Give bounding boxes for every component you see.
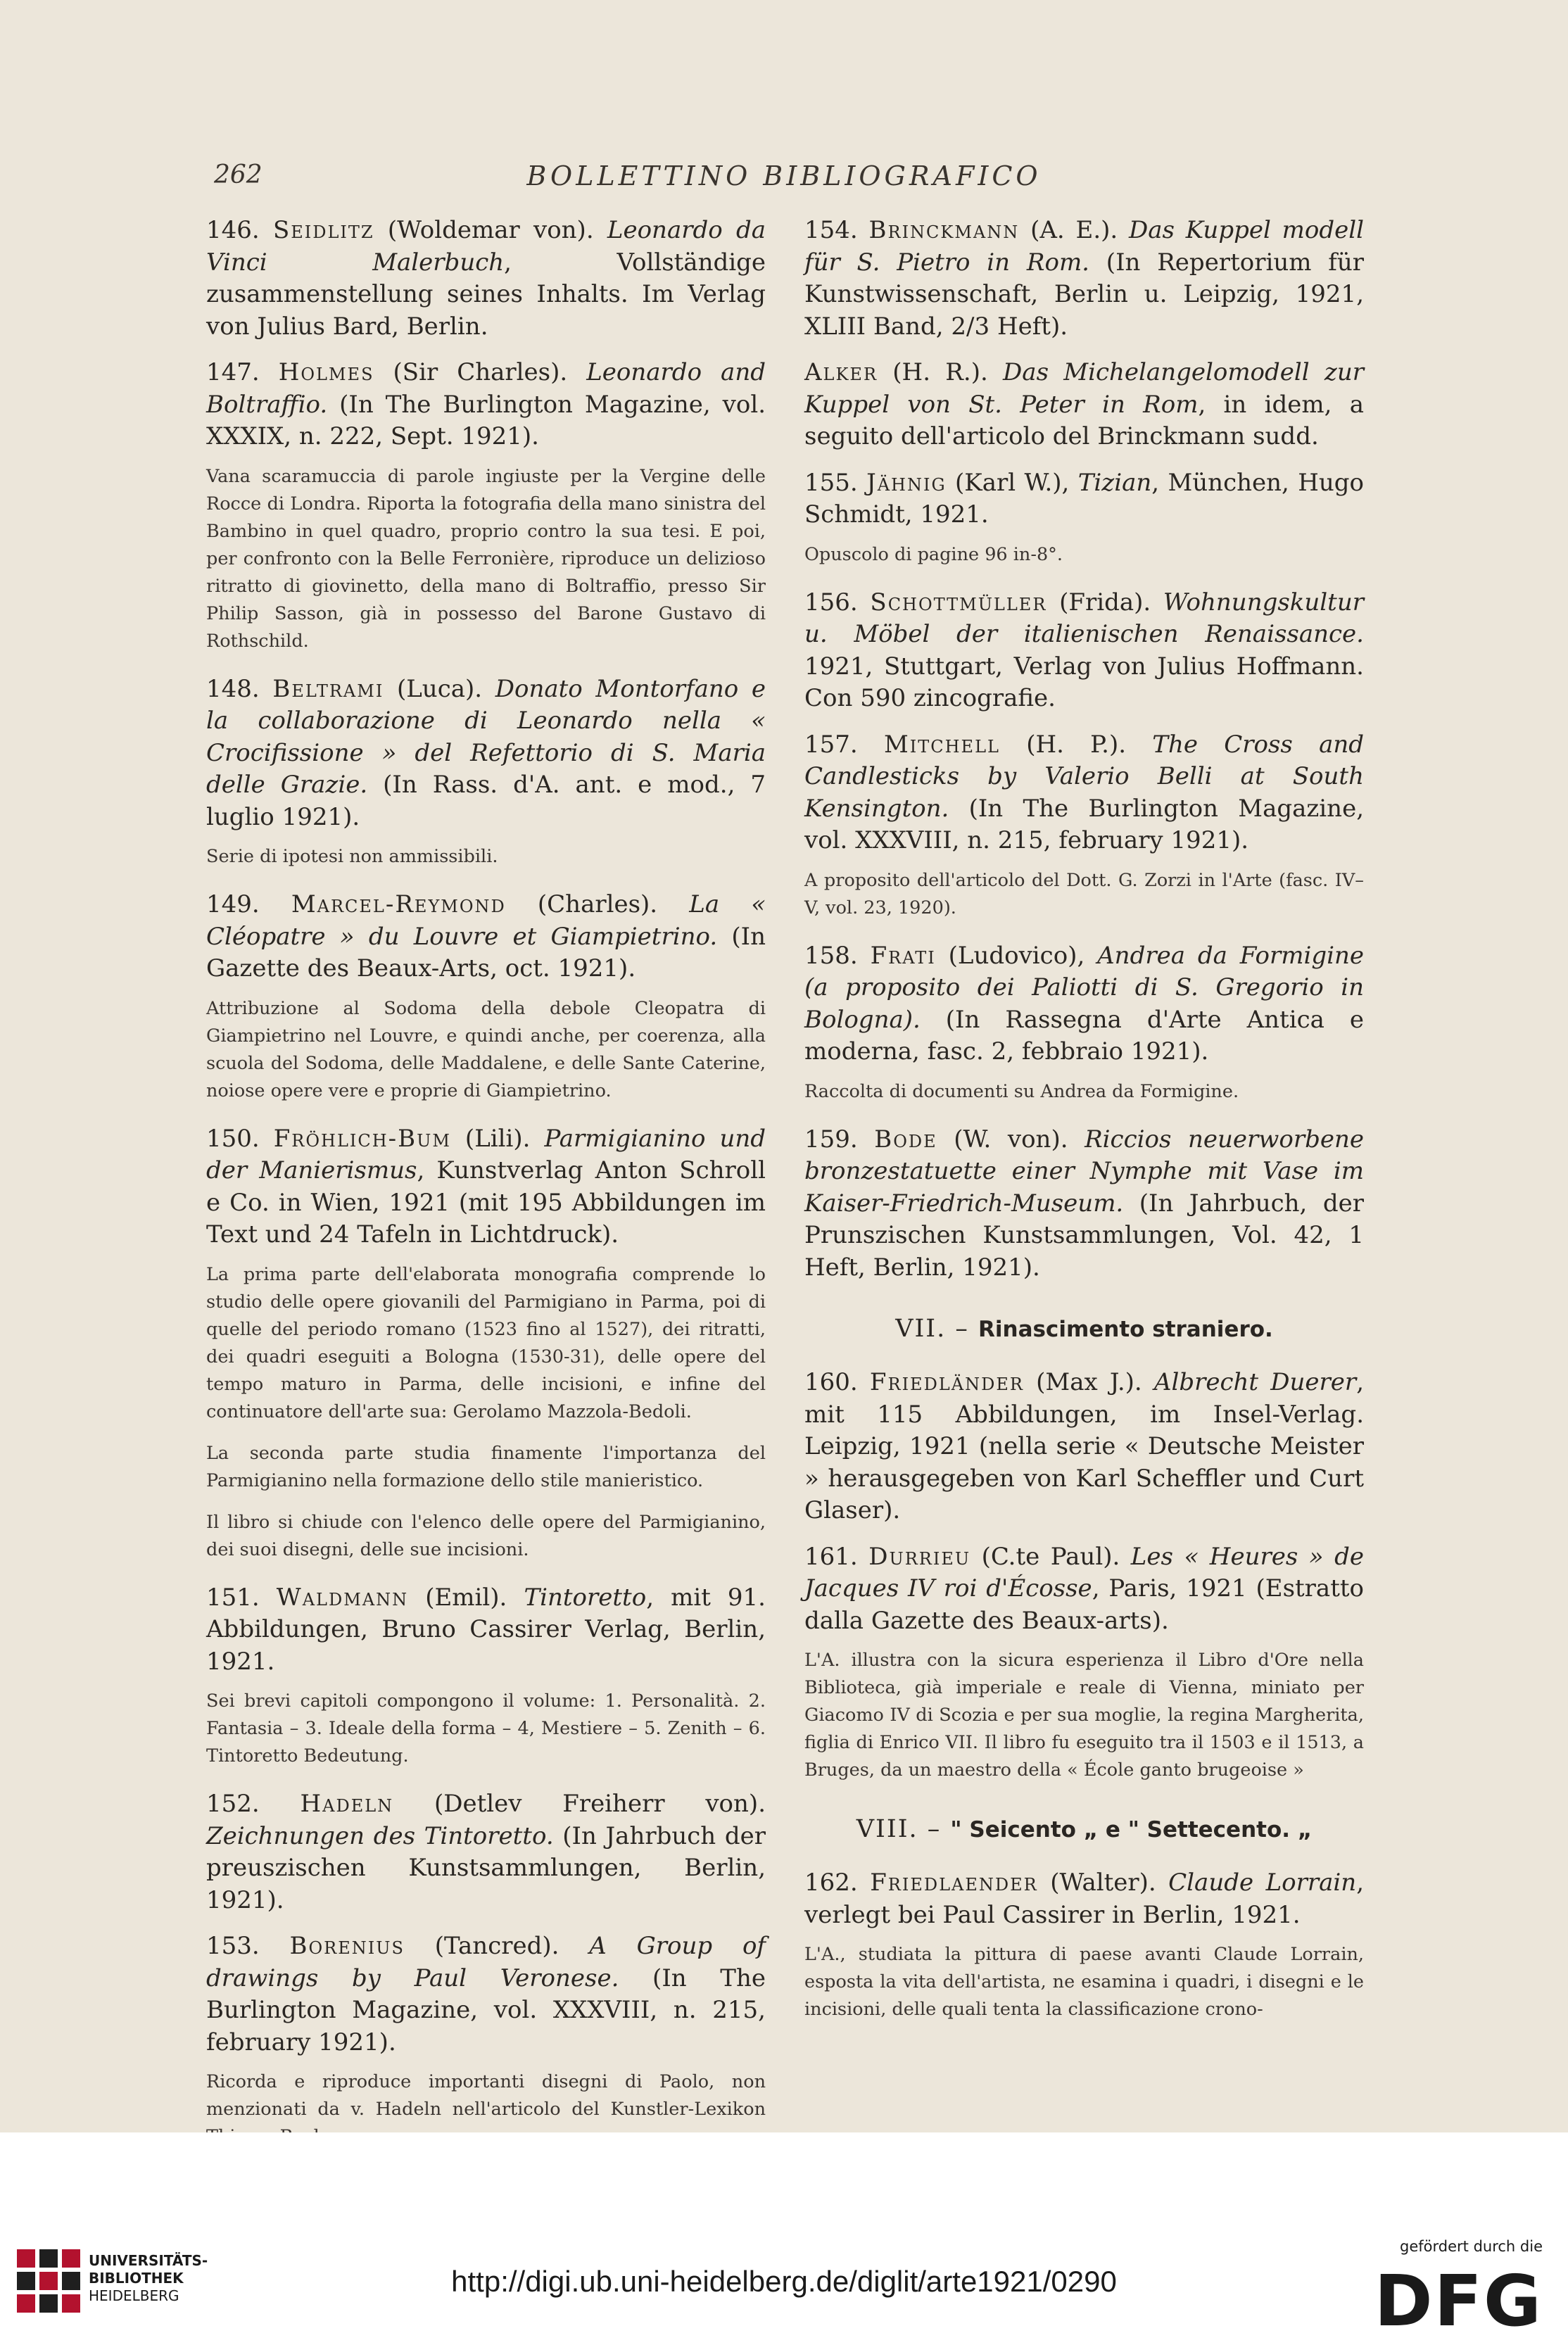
- entry-detail: (Tancred).: [404, 1932, 590, 1960]
- entry-number: 153.: [206, 1932, 260, 1960]
- entry-detail: , mit 115 Abbildungen, im Insel-Verlag. Leipzig, 1921 (nella serie « Deutsche Meister » herausgegeben von Karl Scheffler und Curt Glaser).: [804, 1368, 1364, 1524]
- section-title: Rinascimento straniero.: [978, 1317, 1273, 1342]
- entry-number: 148.: [206, 674, 260, 703]
- entry-annotation: Vana scaramuccia di parole ingiuste per la Vergine delle Rocce di Londra. Riporta la fotografia della mano sinistra del Bambino in quel quadro, proprio contro la sua tesi. E poi, per confronto con la Belle Ferronière, riproduce un delizioso ritratto di giovinetto, della mano di Boltraffio, presso Sir Philip Sasson, già in possesso del Barone Gustavo di Rothschild.: [206, 465, 766, 652]
- right-column: [804, 215, 1364, 2042]
- entry-number: 160.: [804, 1368, 858, 1396]
- page-number: 262: [214, 160, 263, 189]
- bibliography-entry: [804, 467, 1364, 531]
- entry-detail: (In Jahrbuch, der Prunszischen Kunstsammlungen, Vol. 42, 1 Heft, Berlin, 1921).: [804, 1189, 1364, 1282]
- entry-detail: (Frida).: [1047, 588, 1163, 617]
- entry-title: Claude Lorrain: [1168, 1869, 1357, 1897]
- entry-detail: (Walter).: [1037, 1869, 1169, 1897]
- entry-detail: (W. von).: [937, 1125, 1085, 1153]
- section-heading: [804, 1815, 1364, 1843]
- entry-title: Riccios neuerworbene bronzestatuette einer Nymphe mit Vase im Kaiser-Friedrich-Museum.: [804, 1125, 1364, 1218]
- entry-detail: (In Repertorium für Kunstwissenschaft, Berlin u. Leipzig, 1921, XLIII Band, 2/3 Heft).: [804, 248, 1365, 341]
- entry-detail: (H. R.).: [878, 358, 1004, 386]
- entry-annotation: Sei brevi capitoli compongono il volume: 1. Personalità. 2. Fantasia – 3. Ideale della forma – 4, Mestiere – 5. Zenith – 6. Tintoretto Bedeutung.: [206, 1690, 766, 1766]
- section-number: VIII. –: [856, 1815, 951, 1843]
- entry-annotation: La seconda parte studia finamente l'importanza del Parmigianino nella formazione dello stile manieristico.: [206, 1442, 766, 1491]
- entry-author: Friedlaender: [870, 1869, 1038, 1897]
- library-name-line: UNIVERSITÄTS-: [89, 2252, 208, 2269]
- entry-number: 157.: [804, 730, 858, 759]
- entry-detail: (Lili).: [450, 1124, 545, 1153]
- entry-number: 150.: [206, 1124, 260, 1153]
- bibliography-entry: [206, 1582, 766, 1679]
- entry-annotation: Serie di ipotesi non ammissibili.: [206, 846, 498, 867]
- bibliography-entry: [206, 215, 766, 343]
- entry-detail: (C.te Paul).: [970, 1542, 1131, 1571]
- entry-title: Donato Montorfano e la collaborazione di Leonardo nella « Crocifissione » del Refettorio di S. Maria delle Grazie.: [206, 674, 766, 799]
- entry-detail: (Emil).: [408, 1583, 524, 1612]
- entry-author: Hadeln: [300, 1790, 394, 1818]
- permalink-url[interactable]: http://digi.ub.uni-heidelberg.de/diglit/arte1921/0290: [451, 2265, 1117, 2298]
- running-head: [0, 160, 1568, 196]
- entry-author: Fröhlich-Bum: [273, 1124, 451, 1153]
- entry-detail: , München, Hugo Schmidt, 1921.: [804, 468, 1364, 529]
- entry-author: Holmes: [278, 358, 374, 386]
- entry-title: Andrea da Formigine (a proposito dei Paliotti di S. Gregorio in Bologna).: [804, 941, 1364, 1034]
- entry-title: The Cross and Candlesticks by Valerio Belli at South Kensington.: [804, 730, 1365, 823]
- section-number: VII. –: [895, 1315, 978, 1343]
- section-heading: [804, 1315, 1364, 1343]
- bibliography-entry: [804, 357, 1364, 453]
- entry-author: Marcel-Reymond: [291, 890, 506, 918]
- entry-author: Borenius: [289, 1932, 405, 1960]
- entry-title: Tintoretto: [524, 1583, 647, 1612]
- entry-detail: , in idem, a seguito dell'articolo del Brinckmann sudd.: [804, 390, 1364, 450]
- entry-title: Albrecht Duerer: [1153, 1368, 1357, 1396]
- bibliography-entry: [804, 215, 1364, 343]
- entry-detail: (In The Burlington Magazine, vol. XXXVIII, n. 215, february 1921).: [804, 794, 1364, 854]
- bibliography-entry: [206, 674, 766, 834]
- entry-number: 151.: [206, 1583, 260, 1612]
- section-title: " Seicento „ e " Settecento. „: [950, 1817, 1313, 1843]
- bibliography-entry: [804, 940, 1364, 1068]
- entry-title: Parmigianino und der Manierismus: [206, 1124, 766, 1184]
- bibliography-entry: [206, 357, 766, 453]
- bibliography-entry: [804, 1124, 1364, 1284]
- entry-author: Durrieu: [868, 1542, 971, 1571]
- entry-detail: (Ludovico),: [935, 941, 1098, 970]
- entry-annotation: Attribuzione al Sodoma della debole Cleopatra di Giampietrino nel Louvre, e quindi anche, per coerenza, alla scuola del Sodoma, delle Maddalene, e delle Sante Caterine, noiose opere vere e proprie di Giampietrino.: [206, 997, 766, 1101]
- entry-number: 147.: [206, 358, 260, 386]
- entry-detail: (Woldemar von).: [374, 216, 607, 244]
- entry-detail: (In Rassegna d'Arte Antica e moderna, fasc. 2, febbraio 1921).: [804, 1005, 1364, 1066]
- entry-title: Wohnungskultur u. Möbel der italienischen Renaissance.: [804, 588, 1364, 648]
- viewer-footer: [0, 2132, 1568, 2345]
- entry-annotation: L'A. illustra con la sicura esperienza il Libro d'Ore nella Biblioteca, già imperiale e reale di Vienna, miniato per Giacomo IV di Scozia e per sua moglie, la regina Margherita, figlia di Enrico VII. Il libro fu eseguito tra il 1503 e il 1513, a Bruges, da un maestro della « École ganto brugeoise »: [804, 1650, 1364, 1781]
- entry-number: 161.: [804, 1542, 858, 1571]
- bibliography-entry: [206, 889, 766, 985]
- entry-title: Leonardo da Vinci Malerbuch: [206, 216, 766, 277]
- entry-detail: , verlegt bei Paul Cassirer in Berlin, 1921.: [804, 1869, 1364, 1929]
- bibliography-entry: [804, 1867, 1364, 1931]
- entry-annotation: Il libro si chiude con l'elenco delle opere del Parmigianino, dei suoi disegni, delle sue incisioni.: [206, 1511, 766, 1560]
- entry-number: 149.: [206, 890, 260, 918]
- entry-detail: (In The Burlington Magazine, vol. XXXIX, n. 222, Sept. 1921).: [206, 390, 766, 450]
- entry-title: Zeichnungen des Tintoretto.: [206, 1821, 554, 1850]
- entry-detail: , Kunstverlag Anton Schroll e Co. in Wien, 1921 (mit 195 Abbildungen im Text und 24 Tafeln in Lichtdruck).: [206, 1156, 766, 1249]
- bibliography-entry: [206, 1930, 766, 2059]
- entry-detail: (Karl W.),: [946, 468, 1078, 497]
- entry-title: A Group of drawings by Paul Veronese.: [206, 1932, 766, 1992]
- entry-number: 158.: [804, 941, 858, 970]
- entry-detail: (A. E.).: [1019, 216, 1129, 244]
- entry-title: Tizian: [1077, 468, 1152, 497]
- entry-detail: (Detlev Freiherr von).: [393, 1790, 766, 1818]
- entry-title: Das Michelangelomodell zur Kuppel von St. Peter in Rom: [804, 358, 1364, 419]
- entry-number: 152.: [206, 1790, 260, 1818]
- entry-author: Friedländer: [869, 1368, 1024, 1396]
- entry-author: Frati: [870, 941, 936, 970]
- bibliography-entry: [804, 1367, 1364, 1527]
- entry-detail: , mit 91. Abbildungen, Bruno Cassirer Verlag, Berlin, 1921.: [206, 1583, 766, 1676]
- bibliography-entry: [804, 1541, 1364, 1638]
- entry-author: Brinckmann: [868, 216, 1020, 244]
- entry-number: 146.: [206, 216, 260, 244]
- entry-detail: (Sir Charles).: [374, 358, 587, 386]
- entry-detail: (Charles).: [505, 890, 690, 918]
- entry-number: 156.: [804, 588, 858, 617]
- entry-annotation: L'A., studiata la pittura di paese avanti Claude Lorrain, esposta la vita dell'artista, ne esamina i quadri, i disegni e le incisioni, delle quali tenta la classificazione crono-: [804, 1944, 1364, 2020]
- entry-author: Mitchell: [883, 730, 1000, 759]
- bibliography-entry: [804, 587, 1364, 715]
- entry-number: 159.: [804, 1125, 858, 1153]
- entry-number: 162.: [804, 1869, 858, 1897]
- entry-title: Les « Heures » de Jacques IV roi d'Écosse: [804, 1542, 1365, 1603]
- entry-author: Waldmann: [276, 1583, 409, 1612]
- entry-detail: (In Gazette des Beaux-Arts, oct. 1921).: [206, 922, 766, 982]
- entry-author: Alker: [804, 358, 878, 386]
- entry-number: 155.: [804, 468, 858, 497]
- journal-title: BOLLETTINO BIBLIOGRAFICO: [526, 160, 1042, 191]
- entry-title: La « Cléopatre » du Louvre et Giampietrino.: [206, 890, 766, 951]
- entry-detail: , Vollständige zusammenstellung seines Inhalts. Im Verlag von Julius Bard, Berlin.: [206, 248, 766, 341]
- left-column: [206, 215, 766, 2169]
- entry-detail: 1921, Stuttgart, Verlag von Julius Hoffmann. Con 590 zincografie.: [804, 652, 1364, 712]
- entry-author: Seidlitz: [272, 216, 374, 244]
- entry-detail: (H. P.).: [999, 730, 1153, 759]
- library-name-line: BIBLIOTHEK: [89, 2270, 184, 2287]
- entry-title: Leonardo and Boltraffio.: [206, 358, 766, 419]
- bibliography-entry: [804, 729, 1364, 857]
- entry-author: Jähnig: [866, 468, 947, 497]
- dfg-logo-icon[interactable]: DFG: [1374, 2260, 1543, 2342]
- entry-author: Schottmüller: [870, 588, 1047, 617]
- entry-title: Das Kuppel modell für S. Pietro in Rom.: [804, 216, 1365, 277]
- library-name-line: HEIDELBERG: [89, 2287, 179, 2304]
- entry-detail: (Luca).: [384, 674, 495, 703]
- entry-detail: (In The Burlington Magazine, vol. XXXVIII, n. 215, february 1921).: [206, 1964, 766, 2056]
- entry-author: Beltrami: [272, 674, 384, 703]
- entry-detail: , Paris, 1921 (Estratto dalla Gazette des Beaux-arts).: [804, 1574, 1365, 1635]
- entry-annotation: Opuscolo di pagine 96 in-8°.: [804, 543, 1063, 565]
- entry-detail: (In Rass. d'A. ant. e mod., 7 luglio 1921).: [206, 771, 766, 831]
- entry-annotation: A proposito dell'articolo del Dott. G. Zorzi in l'Arte (fasc. IV–V, vol. 23, 1920).: [804, 869, 1364, 918]
- entry-detail: (Max J.).: [1023, 1368, 1154, 1396]
- funded-by-label: gefördert durch die: [1400, 2238, 1543, 2255]
- entry-annotation: Raccolta di documenti su Andrea da Formigine.: [804, 1080, 1239, 1102]
- entry-annotation: Ricorda e riproduce importanti disegni di Paolo, non menzionati da v. Hadeln nell'articolo del Kunstler-Lexikon: [206, 2071, 766, 2120]
- bibliography-entry: [206, 1788, 766, 1916]
- entry-detail: (In Jahrbuch der preuszischen Kunstsammlungen, Berlin, 1921).: [206, 1821, 766, 1914]
- bibliography-entry: [206, 1123, 766, 1251]
- entry-author: Bode: [874, 1125, 937, 1153]
- entry-annotation: La prima parte dell'elaborata monografia comprende lo studio delle opere giovanili del Parmigiano in Parma, poi di quelle del periodo romano (1523 fino al 1527), dei ritratti, dei quadri eseguiti a Bologna (1530-31), delle opere del tempo maturo in Parma, delle incisioni, e infine del continuatore dell'arte sua: Gerolamo Mazzola-Bedoli.: [206, 1263, 766, 1422]
- entry-number: 154.: [804, 216, 858, 244]
